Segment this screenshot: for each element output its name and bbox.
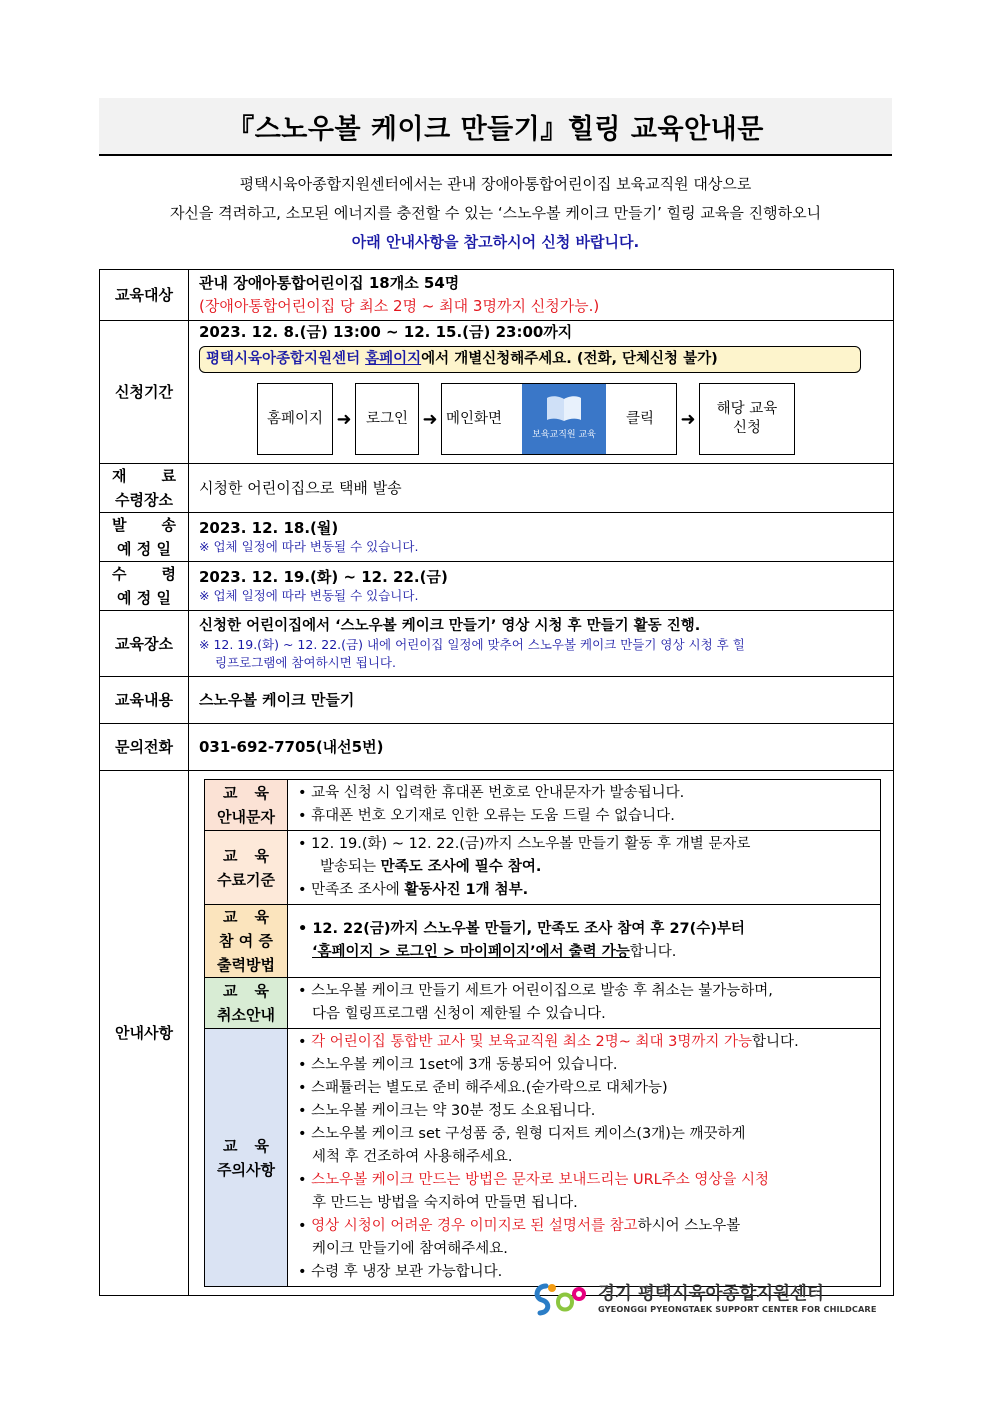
apply-flow <box>257 383 883 455</box>
guide-cancel-2: 다음 힐링프로그램 신청이 제한될 수 있습니다. <box>312 1006 606 1022</box>
ship-date-main: 2023. 12. 18.(월) <box>199 519 339 537</box>
center-logo <box>532 1279 892 1319</box>
step-apply: 해당 교육 신청 <box>699 383 795 455</box>
place-main: 신청한 어린이집에서 ‘스노우볼 케이크 만들기’ 영상 시청 후 만들기 활동 진행. <box>199 617 701 634</box>
place-note-2: 링프로그램에 참여하시면 됩니다. <box>215 654 396 670</box>
guide-complete-2: • 만족조 조사에 활동사진 1개 첨부. <box>298 882 529 898</box>
guide-label-caution: 교 육 주의사항 <box>205 1029 288 1287</box>
label-phone: 문의전화 <box>100 724 189 771</box>
guide-label-complete: 교 육 수료기준 <box>205 831 288 905</box>
arrow-icon: ➜ <box>422 408 438 430</box>
step-login: 로그인 <box>355 383 419 455</box>
intro-text <box>99 170 892 257</box>
receive-date-main: 2023. 12. 19.(화) ~ 12. 22.(금) <box>199 568 448 586</box>
step-home: 홈페이지 <box>257 383 333 455</box>
step-main-screen: 메인화면 보육교직원 교육 클릭 <box>441 383 677 455</box>
guide-caution-7: • 영상 시청이 어려운 경우 이미지로 된 설명서를 참고하시어 스노우볼 케이크 만들기에 참여해주세요. <box>298 1218 741 1257</box>
receive-date-note: ※ 업체 일정에 따라 변동될 수 있습니다. <box>199 588 419 603</box>
arrow-icon: ➜ <box>680 408 696 430</box>
logo-mark-icon <box>532 1280 590 1318</box>
guide-certificate-2: ‘홈페이지 > 로그인 > 마이페이지’에서 출력 가능합니다. <box>312 944 677 960</box>
info-table <box>99 269 894 1296</box>
intro-line-1: 평택시육아종합지원센터에서는 관내 장애아통합어린이집 보육교직원 대상으로 <box>239 175 752 193</box>
guide-table <box>204 779 881 1287</box>
guide-caution-5: • 스노우볼 케이크 set 구성품 중, 원형 디저트 케이스(3개)는 깨끗하게 세척 후 건조하여 사용해주세요. <box>298 1126 746 1165</box>
guide-caution-4: • 스노우볼 케이크는 약 30분 정도 소요됩니다. <box>298 1103 596 1119</box>
guide-label-certificate: 교 육 참 여 증 출력방법 <box>205 905 288 978</box>
content-main: 스노우볼 케이크 만들기 <box>199 690 355 709</box>
guide-complete-1: • 12. 19.(화) ~ 12. 22.(금)까지 스노우볼 만들기 활동 후 개별 문자로 발송되는 만족도 조사에 필수 참여. <box>298 836 751 875</box>
target-main: 관내 장애아통합어린이집 18개소 54명 <box>199 274 460 292</box>
label-guide: 안내사항 <box>100 771 189 1296</box>
title-band <box>99 98 892 156</box>
guide-caution-2: • 스노우볼 케이크 1set에 3개 동봉되어 있습니다. <box>298 1057 618 1073</box>
apply-notice: 평택시육아종합지원센터 홈페이지에서 개별신청해주세요. (전화, 단체신청 불가) <box>199 346 861 373</box>
label-ship-date: 발 송 예 정 일 <box>100 513 189 562</box>
guide-caution-6: • 스노우볼 케이크 만드는 방법은 문자로 보내드리는 URL주소 영상을 시청 후 만드는 방법을 숙지하여 만들면 됩니다. <box>298 1172 770 1211</box>
label-place: 교육장소 <box>100 611 189 677</box>
guide-caution-1: • 각 어린이집 통합반 교사 및 보육교직원 최소 2명~ 최대 3명까지 가능합니다. <box>298 1034 799 1050</box>
logo-english: GYEONGGI PYEONGTAEK SUPPORT CENTER FOR CHILDCARE <box>598 1304 877 1314</box>
intro-line-3: 아래 안내사항을 참고하시어 신청 바랍니다. <box>351 233 640 251</box>
logo-korean: 경기 평택시육아종합지원센터 <box>598 1284 824 1304</box>
arrow-icon: ➜ <box>336 408 352 430</box>
target-note: (장애아통합어린이집 당 최소 2명 ~ 최대 3명까지 신청가능.) <box>199 297 600 315</box>
place-note-1: ※ 12. 19.(화) ~ 12. 22.(금) 내에 어린이집 일정에 맞추어 스노우볼 케이크 만들기 영상 시청 후 힐 <box>199 636 745 652</box>
guide-label-sms: 교 육 안내문자 <box>205 780 288 831</box>
guide-sms-2: • 휴대폰 번호 오기재로 인한 오류는 도움 드릴 수 없습니다. <box>298 808 675 824</box>
receive-place-main: 시청한 어린이집으로 택배 발송 <box>199 478 402 497</box>
page-title: 『스노우볼 케이크 만들기』힐링 교육안내문 <box>227 113 764 145</box>
ship-date-note: ※ 업체 일정에 따라 변동될 수 있습니다. <box>199 539 419 554</box>
guide-caution-8: • 수령 후 냉장 보관 가능합니다. <box>298 1264 503 1280</box>
label-apply: 신청기간 <box>100 321 189 464</box>
guide-label-cancel: 교 육 취소안내 <box>205 978 288 1029</box>
intro-line-2: 자신을 격려하고, 소모된 에너지를 충전할 수 있는 ‘스노우볼 케이크 만들기’ 힐링 교육을 진행하오니 <box>169 204 822 222</box>
label-target: 교육대상 <box>100 270 189 321</box>
guide-caution-3: • 스패튤러는 별도로 준비 해주세요.(숟가락으로 대체가능) <box>298 1080 668 1096</box>
guide-sms-1: • 교육 신청 시 입력한 휴대폰 번호로 안내문자가 발송됩니다. <box>298 785 685 801</box>
label-content: 교육내용 <box>100 677 189 724</box>
apply-period: 2023. 12. 8.(금) 13:00 ~ 12. 15.(금) 23:00까지 <box>199 323 573 341</box>
label-receive-place: 재 료 수령장소 <box>100 464 189 513</box>
guide-certificate-1: • 12. 22(금)까지 스노우볼 만들기, 만족도 조사 참여 후 27(수)부터 <box>298 921 745 937</box>
guide-cancel-1: • 스노우볼 케이크 만들기 세트가 어린이집으로 발송 후 취소는 불가능하며, <box>298 983 773 999</box>
phone-main: 031-692-7705(내선5번) <box>199 737 384 756</box>
label-receive-date: 수 령 예 정 일 <box>100 562 189 611</box>
book-icon: 보육교직원 교육 <box>522 384 606 454</box>
